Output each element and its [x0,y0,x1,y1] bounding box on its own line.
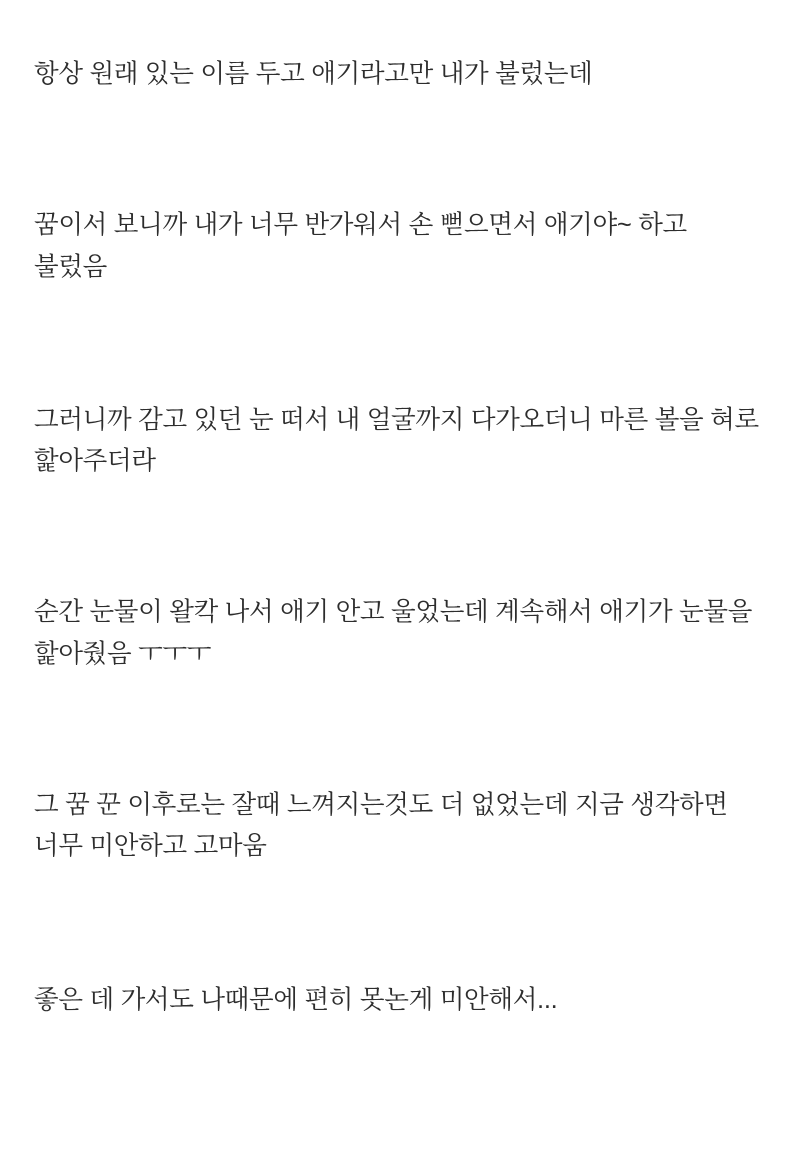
paragraph-6: 좋은 데 가서도 나때문에 편히 못논게 미안해서... [34,985,558,1014]
post-body [34,54,766,1021]
paragraph-5: 그 꿈 꾼 이후로는 잘때 느껴지는것도 더 없었는데 지금 생각하면 너무 미안하고 고마움 [34,791,735,861]
paragraph-1: 항상 원래 있는 이름 두고 애기라고만 내가 불렀는데 [34,60,593,88]
paragraph-2: 꿈이서 보니까 내가 너무 반가워서 손 뻗으면서 애기야~ 하고 불렀음 [34,211,694,281]
paragraph-4: 순간 눈물이 왈칵 나서 애기 안고 울었는데 계속해서 애기가 눈물을 핥아줬음 ㅜㅜㅜ [34,598,759,668]
paragraph-3: 그러니까 감고 있던 눈 떠서 내 얼굴까지 다가오더니 마른 볼을 혀로 핥아주더라 [34,405,766,476]
